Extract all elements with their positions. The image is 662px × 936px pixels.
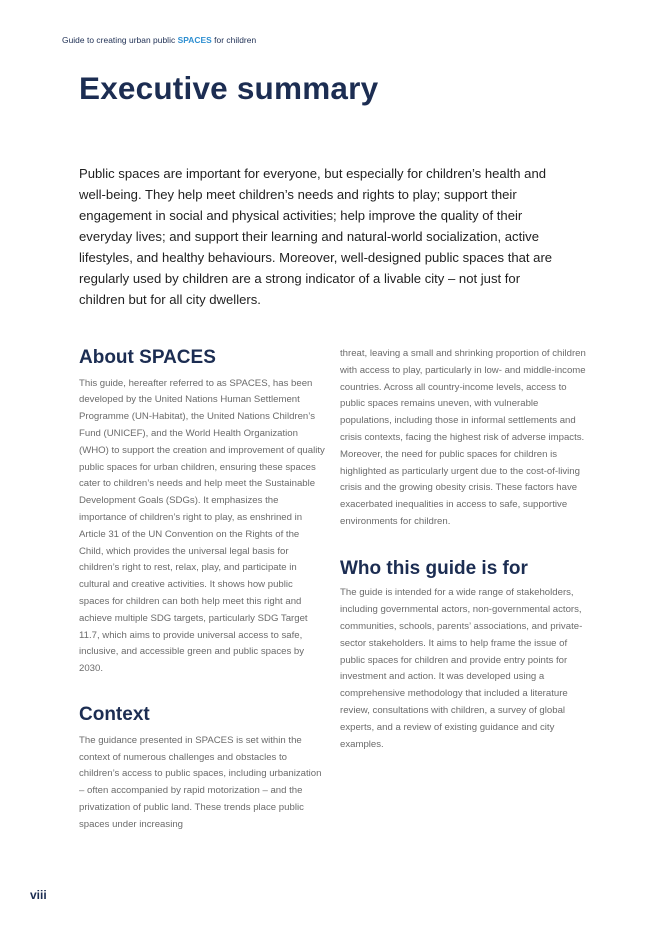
context-body: The guidance presented in SPACES is set within the context of numerous challenges and obstacles to children’s access to public spaces, including urbanization – often accompanied by rapid motorization – and the privatization of public land. These trends place public spaces under increasing — [79, 734, 322, 830]
running-header-accent: SPACES — [177, 35, 212, 45]
page-number: viii — [30, 888, 47, 902]
right-column — [340, 346, 586, 753]
running-header-suffix: for children — [211, 35, 257, 45]
context-heading: Context — [79, 704, 150, 726]
audience-heading: Who this guide is for — [340, 557, 528, 579]
audience-body: The guide is intended for a wide range of stakeholders, including governmental actors, non-governmental actors, communities, schools, parents’ associations, and private-sector stakeholders. It aims to help frame the issue of public spaces for children and provide entry points for investment and action. It was developed using a comprehensive methodology that included a literature review, consultations with children, a survey of global experts, and a review of existing guidance and city examples. — [340, 587, 583, 750]
context-body-continued: threat, leaving a small and shrinking proportion of children with access to play, particularly in low- and middle-income countries. Across all country-income levels, access to public spaces remains uneven, with vulnerable populations, including those in informal settlements and crisis contexts, facing the highest risk of adverse impacts. Moreover, the need for public spaces for children is highlighted as particularly urgent due to the cost-of-living crisis and the growing obesity crisis. These factors have exacerbated inequalities in access to safe, supportive environments for children. — [340, 348, 586, 527]
running-header-prefix: Guide to creating urban public — [62, 35, 178, 45]
left-column — [79, 346, 325, 834]
intro-paragraph: Public spaces are important for everyone, but especially for children’s health and well-being. They help meet children’s needs and rights to play; support their engagement in social and physical activities; help improve the quality of their everyday lives; and support their learning and natural-world socialization, active lifestyles, and healthy behaviours. Moreover, well-designed public spaces that are regularly used by children are a strong indicator of a livable city – not just for children but for all city dwellers. — [79, 166, 553, 307]
running-header — [62, 35, 256, 45]
about-body: This guide, hereafter referred to as SPACES, has been developed by the United Nations Human Settlement Programme (UN-Habitat), the United Nations Children’s Fund (UNICEF), and the World Health Organization (WHO) to support the creation and improvement of quality public spaces for urban children, ensuring these spaces cater to children’s needs and help meet the Sustainable Development Goals (SDGs). It emphasizes the importance of children’s right to play, as enshrined in Article 31 of the UN Convention on the Rights of the Child, which provides the universal legal basis for children’s right to rest, relax, play, and participate in cultural and creative activities. It shows how public spaces for children can both help meet this right and achieve multiple SDG targets, particularly SDG Target 11.7, which aims to provide universal access to safe, inclusive, and accessible green and public spaces by 2030. — [79, 377, 325, 675]
about-heading: About SPACES — [79, 347, 216, 368]
page-title: Executive summary — [79, 70, 379, 106]
